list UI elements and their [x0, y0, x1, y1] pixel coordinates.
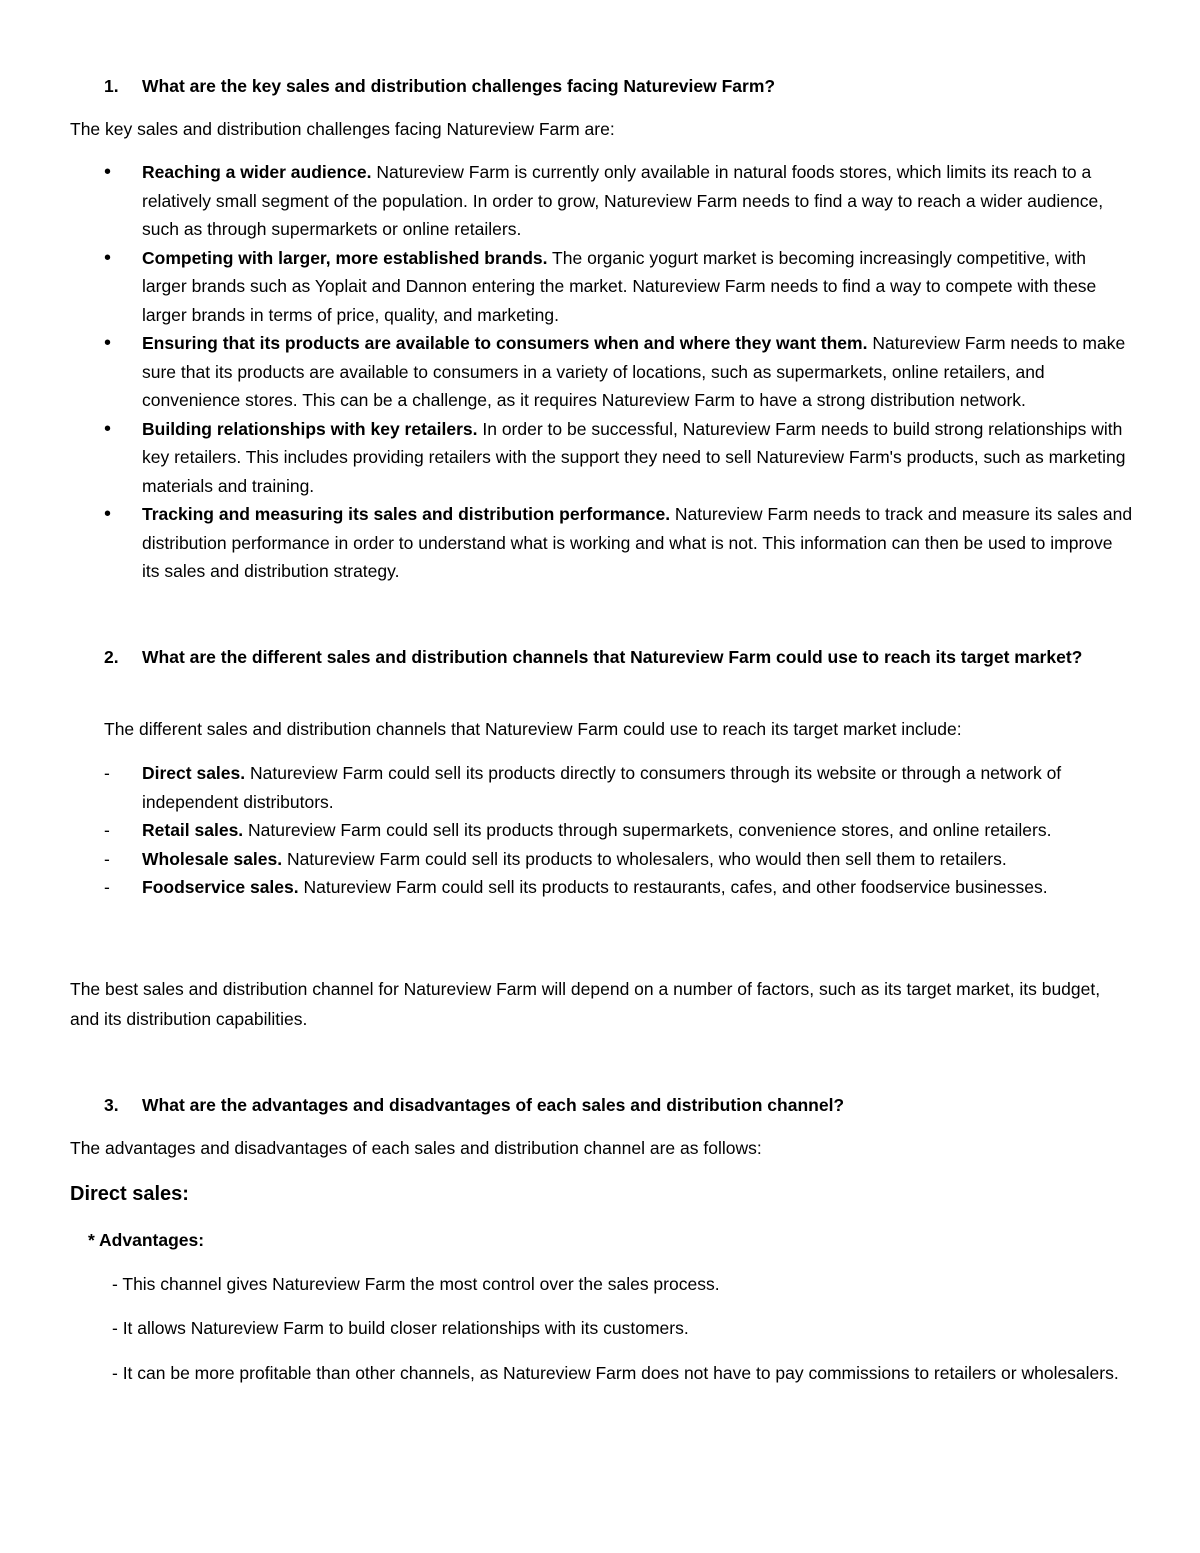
item-text: Natureview Farm could sell its products directly to consumers through its website or through a network of independent distributors.: [142, 763, 1062, 812]
question-number: 1.: [104, 76, 119, 96]
item-lead: Foodservice sales.: [142, 877, 299, 897]
item-lead: Competing with larger, more established brands.: [142, 247, 548, 268]
question-2-heading: [104, 643, 1094, 672]
bullet-marker: •: [104, 332, 112, 354]
q2-conclusion: The best sales and distribution channel for Natureview Farm will depend on a number of factors, such as its target market, its budget, and its distribution capabilities.: [70, 979, 1101, 1029]
list-item: [104, 873, 1134, 902]
dash-marker: -: [104, 877, 110, 897]
q1-challenges-list: [104, 158, 1134, 586]
question-1-heading: [104, 72, 1094, 101]
question-number: 2.: [104, 647, 119, 667]
question-title: What are the key sales and distribution challenges facing Natureview Farm?: [142, 76, 776, 96]
list-item: [104, 415, 1134, 501]
q1-intro: The key sales and distribution challenges facing Natureview Farm are:: [70, 119, 615, 139]
advantage-item: - It allows Natureview Farm to build closer relationships with its customers.: [112, 1318, 689, 1338]
item-text: Natureview Farm needs to make sure that its products are available to consumers in a variety of locations, such as supermarkets, online retailers, and convenience stores. This can be a challenge, as it requires Natureview Farm to have a strong distribution network.: [142, 333, 1126, 410]
item-lead: Ensuring that its products are available to consumers when and where they want them.: [142, 333, 868, 353]
q3-intro: The advantages and disadvantages of each sales and distribution channel are as follows:: [70, 1138, 762, 1158]
bullet-marker: •: [104, 161, 112, 183]
list-item: [104, 816, 1134, 845]
item-text: Natureview Farm is currently only available in natural foods stores, which limits its reach to a relatively small segment of the population. In order to grow, Natureview Farm needs to find a way to reach a wider audience, such as through supermarkets or online retailers.: [142, 162, 1104, 239]
list-item: [104, 329, 1134, 415]
advantage-item: - This channel gives Natureview Farm the most control over the sales process.: [112, 1274, 720, 1294]
advantage-item: - It can be more profitable than other channels, as Natureview Farm does not have to pay commissions to retailers or wholesalers.: [112, 1363, 1119, 1383]
q2-channels-list: [104, 759, 1134, 902]
question-title: What are the different sales and distribution channels that Natureview Farm could use to reach its target market?: [142, 647, 1083, 667]
dash-marker: -: [104, 763, 110, 783]
item-text: Natureview Farm could sell its products through supermarkets, convenience stores, and online retailers.: [243, 820, 1052, 840]
bullet-marker: •: [104, 503, 112, 525]
list-item: [104, 244, 1134, 330]
item-lead: Tracking and measuring its sales and distribution performance.: [142, 504, 671, 524]
item-lead: Building relationships with key retailers.: [142, 418, 478, 439]
question-3-heading: [104, 1091, 1094, 1120]
item-lead: Reaching a wider audience.: [142, 162, 372, 182]
q2-intro: The different sales and distribution channels that Natureview Farm could use to reach its target market include:: [104, 719, 962, 739]
item-text: In order to be successful, Natureview Farm needs to build strong relationships with key retailers. This includes providing retailers with the support they need to sell Natureview Farm's products, such as marketing materials and training.: [142, 418, 1126, 496]
list-item: [104, 158, 1134, 244]
section-heading: Direct sales:: [70, 1183, 189, 1205]
dash-marker: -: [104, 820, 110, 840]
item-text: The organic yogurt market is becoming increasingly competitive, with larger brands such as Yoplait and Dannon entering the market. Natureview Farm needs to find a way to compete with these larger brands in terms of price, quality, and marketing.: [142, 247, 1097, 325]
bullet-marker: •: [104, 417, 112, 440]
list-item: [104, 500, 1134, 586]
item-text: Natureview Farm needs to track and measure its sales and distribution performance in order to understand what is working and what is not. This information can then be used to improve its sales and distribution strategy.: [142, 504, 1133, 581]
list-item: [104, 845, 1134, 874]
list-item: [104, 759, 1134, 816]
question-number: 3.: [104, 1095, 119, 1115]
item-text: Natureview Farm could sell its products to restaurants, cafes, and other foodservice businesses.: [298, 877, 1048, 897]
item-text: Natureview Farm could sell its products to wholesalers, who would then sell them to retailers.: [282, 848, 1007, 869]
question-title: What are the advantages and disadvantages of each sales and distribution channel?: [142, 1095, 845, 1115]
item-lead: Wholesale sales.: [142, 848, 283, 869]
item-lead: Retail sales.: [142, 820, 244, 840]
advantages-label: * Advantages:: [88, 1230, 205, 1250]
dash-marker: -: [104, 848, 110, 869]
item-lead: Direct sales.: [142, 763, 246, 783]
bullet-marker: •: [104, 246, 112, 269]
